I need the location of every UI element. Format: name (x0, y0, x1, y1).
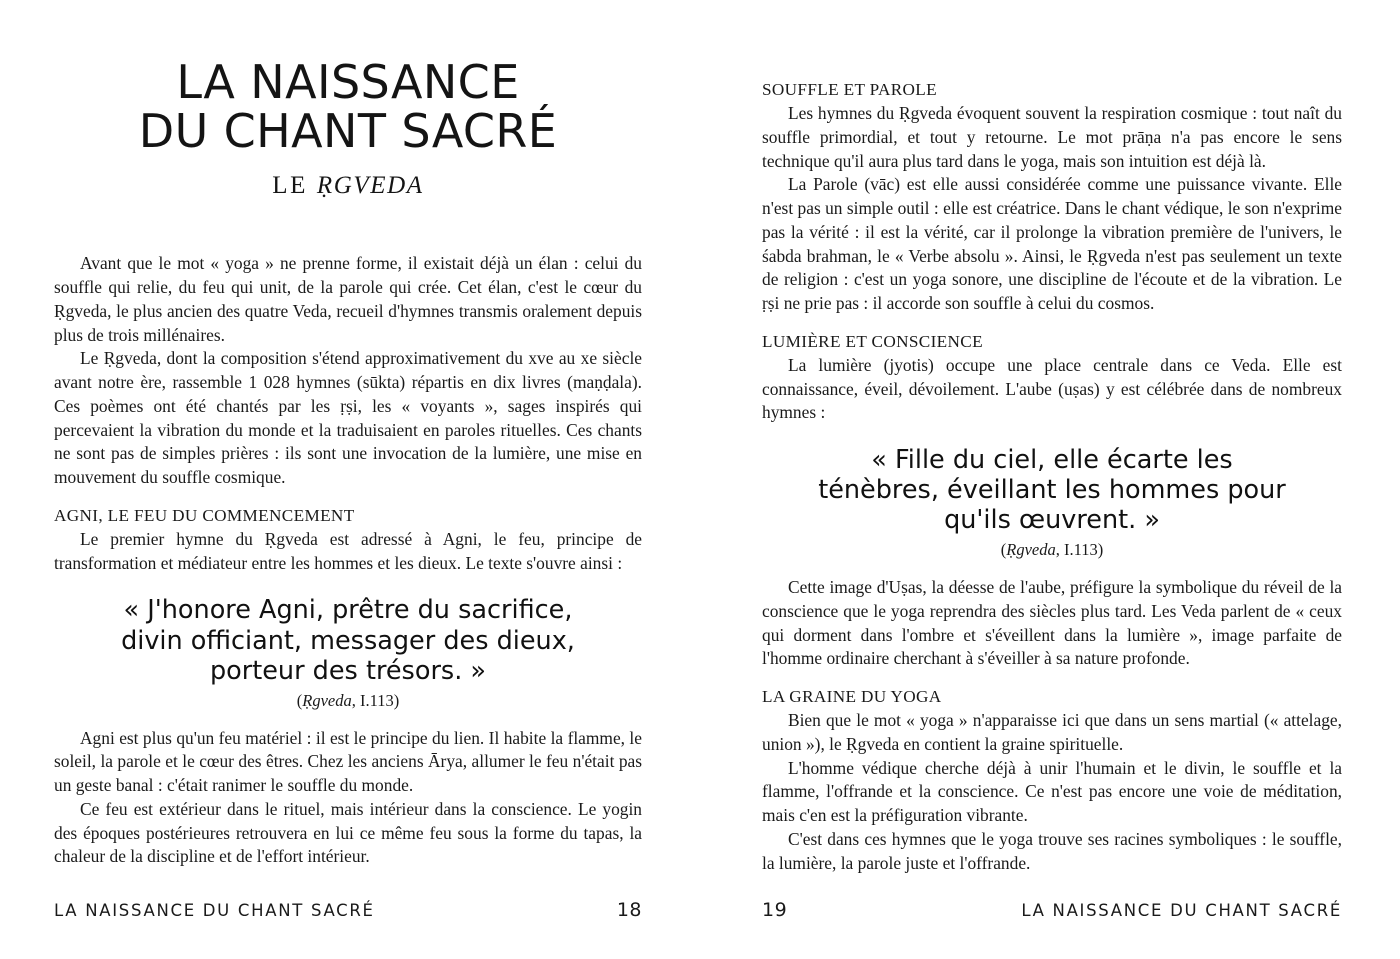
right-footer-title: LA NAISSANCE DU CHANT SACRÉ (1021, 901, 1342, 920)
right-quote-source-work: Ṛgveda (1006, 540, 1056, 560)
chapter-subtitle (54, 172, 642, 200)
left-quote-source-open: ( (296, 690, 303, 710)
right-quote-source-open: ( (1000, 540, 1007, 560)
right-page-number: 19 (762, 899, 788, 921)
left-intro-paragraph-2: Le Ṛgveda, dont la composition s'étend approximativement du xve au xe siècle avant notre ère, rassemble 1 028 hymnes (sūkta) répartis en dix livres (maṇḍala). Ces poèmes ont été chantés par les ṛṣi, les « voyants », sages inspirés qui percevaient la vibration du monde et la traduisaient en paroles rituelles. Ces chants ne sont pas de simples prières : ils sont une invocation de la lumière, une mise en mouvement du souffle cosmique. (54, 348, 642, 488)
left-after-quote-paragraph-1: Agni est plus qu'un feu matériel : il est le principe du lien. Il habite la flamme, le soleil, la parole et le cœur des êtres. Chez les anciens Ārya, allumer le feu n'était pas un geste banal : c'était ranimer le souffle du monde. (54, 727, 642, 796)
right-section-lumiere-paragraph-1: La lumière (jyotis) occupe une place centrale dans ce Veda. Elle est connaissance, éveil, dévoilement. L'aube (uṣas) y est célébrée dans de nombreux hymnes : (762, 354, 1342, 423)
right-quote-source-ref: , I.113) (1055, 540, 1104, 560)
right-section-souffle-paragraph-1: Les hymnes du Ṛgveda évoquent souvent la respiration cosmique : tout naît du souffle primordial, et tout y retourne. Le mot prāṇa n'a pas encore le sens technique qu'il aura plus tard dans le yoga, mais son intuition est déjà là. (762, 103, 1342, 171)
left-footer-title: LA NAISSANCE DU CHANT SACRÉ (54, 901, 375, 920)
left-quote-source-work: Ṛgveda (302, 690, 352, 710)
right-section-heading-graine: LA GRAINE DU YOGA (762, 687, 942, 707)
left-after-quote-paragraph-2: Ce feu est extérieur dans le rituel, mais intérieur dans la conscience. Le yogin des époques postérieures retrouvera en lui ce même feu sous la forme du tapas, la chaleur de la discipline et de l'effort intérieur. (54, 798, 642, 867)
chapter-title (54, 55, 642, 159)
chapter-title-line-1: LA NAISSANCE (176, 55, 520, 109)
left-pull-quote-source (54, 691, 642, 711)
left-pull-quote-line-2: divin officiant, messager des dieux, (121, 625, 575, 656)
chapter-subtitle-prefix: LE (272, 172, 317, 200)
right-pull-quote-line-3: qu'ils œuvrent. » (944, 505, 1160, 536)
left-pull-quote-line-1: « J'honore Agni, prêtre du sacrifice, (123, 595, 573, 626)
chapter-subtitle-work: ṚGVEDA (316, 172, 424, 200)
right-pull-quote-source (762, 540, 1342, 560)
right-section-heading-lumiere: LUMIÈRE ET CONSCIENCE (762, 331, 983, 351)
right-section-graine-paragraph-2: L'homme védique cherche déjà à unir l'humain et le divin, le souffle et la flamme, l'offrande et la conscience. Ce n'est pas encore une voie de méditation, mais c'en est la préfiguration vibrante. (762, 757, 1342, 826)
right-section-graine-paragraph-1: Bien que le mot « yoga » n'apparaisse ici que dans un sens martial (« attelage, union »), le Ṛgveda en contient la graine spirituelle. (762, 710, 1342, 754)
left-quote-source-ref: , I.113) (351, 690, 400, 710)
left-page-number: 18 (616, 899, 642, 921)
left-page-footer (54, 899, 642, 921)
left-intro-paragraph-1: Avant que le mot « yoga » ne prenne forme, il existait déjà un élan : celui du souffle qui relie, du feu qui unit, de la parole qui crée. Cet élan, c'est le cœur du Ṛgveda, le plus ancien des quatre Veda, recueil d'hymnes transmis oralement depuis plus de trois millénaires. (54, 253, 642, 345)
right-page-footer (762, 899, 1342, 921)
left-pull-quote-line-3: porteur des trésors. » (209, 655, 487, 686)
right-page (700, 0, 1400, 959)
chapter-title-block (54, 55, 642, 200)
left-section-heading-agni: AGNI, LE FEU DU COMMENCEMENT (54, 505, 355, 525)
right-after-quote-paragraph-1: Cette image d'Uṣas, la déesse de l'aube, préfigure la symbolique du réveil de la conscience que le yoga reprendra des siècles plus tard. Les Veda parlent de « ceux qui dorment dans l'ombre et s'éveillent dans la lumière », image parfaite de l'homme ordinaire cherchant à s'éveiller à sa nature profonde. (762, 577, 1342, 669)
right-section-souffle-paragraph-2: La Parole (vāc) est elle aussi considérée comme une puissance vivante. Elle n'est pas un simple outil : elle est créatrice. Dans le chant védique, le son n'exprime pas la vérité : il est la vérité, car il prolonge la vibration première de l'univers, le śabda brahman, le « Verbe absolu ». Ainsi, le Ṛgveda n'est pas seulement un texte de religion : c'est un yoga sonore, une discipline de l'écoute et de la vibration. Le ṛṣi ne prie pas : il accorde son souffle à celui du cosmos. (762, 174, 1342, 313)
chapter-title-line-2: DU CHANT SACRÉ (138, 104, 558, 159)
right-section-graine-paragraph-3: C'est dans ces hymnes que le yoga trouve ses racines symboliques : le souffle, la lumière, la parole juste et l'offrande. (762, 828, 1342, 873)
left-section-agni-paragraph-1: Le premier hymne du Ṛgveda est adressé à Agni, le feu, principe de transformation et médiateur entre les hommes et les dieux. Le texte s'ouvre ainsi : (54, 528, 642, 573)
right-pull-quote (762, 445, 1342, 535)
right-pull-quote-line-1: « Fille du ciel, elle écarte les (871, 445, 1233, 475)
right-section-heading-souffle: SOUFFLE ET PAROLE (762, 80, 937, 99)
right-pull-quote-line-2: ténèbres, éveillant les hommes pour (818, 475, 1286, 506)
left-pull-quote (54, 595, 642, 685)
